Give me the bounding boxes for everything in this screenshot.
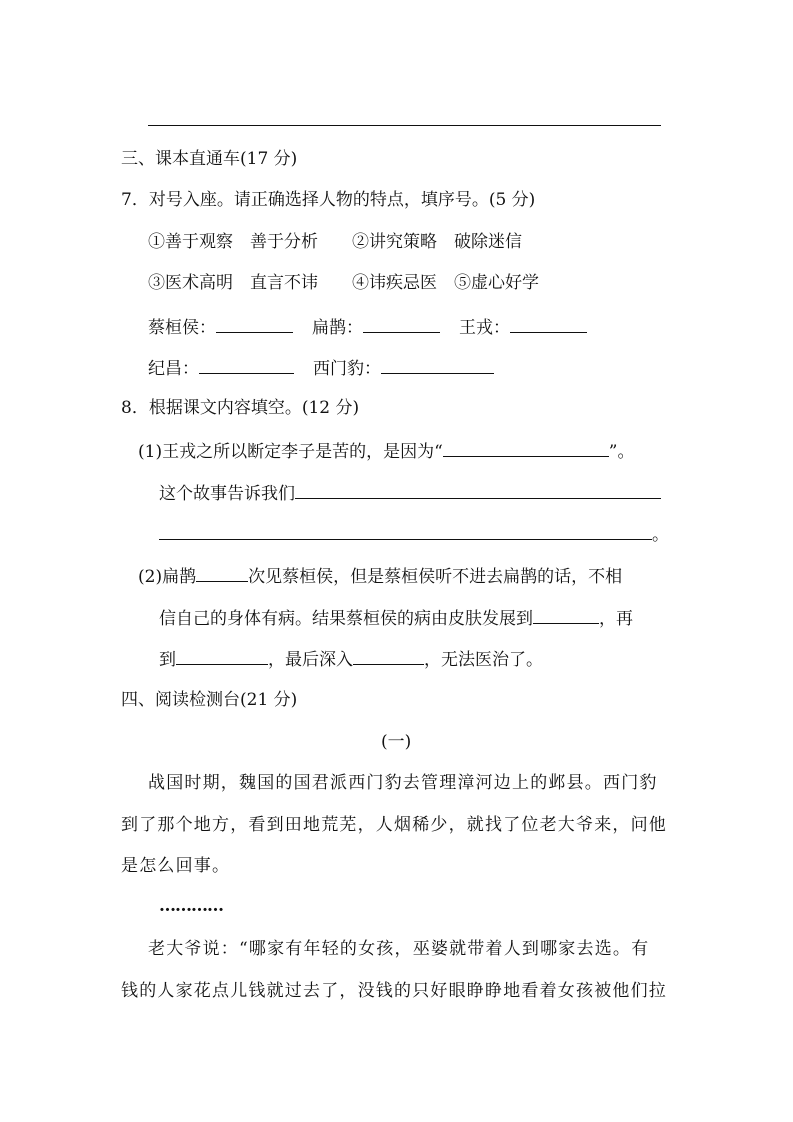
q8-part-2-line-1: (2)扁鹊 次见蔡桓侯，但是蔡桓侯听不进去扁鹊的话，不相 [138,567,623,587]
q8-part-1-line-2: 这个故事告诉我们 [159,483,661,503]
q8-p1-lesson-blank[interactable] [295,483,661,499]
q8-p2-stage3-blank[interactable] [353,649,424,665]
q8-part-1-line-3: 。 [159,524,669,544]
passage-line-1: 战国时期，魏国的国君派西门豹去管理漳河边上的邺县。西门豹 [148,773,658,793]
ji-chang-blank[interactable] [199,358,294,374]
section-4-heading: 四、阅读检测台(21 分) [121,690,298,710]
q7-options-line-2: ③医术高明 直言不讳 ④讳疾忌医 ⑤虚心好学 [148,273,539,293]
q7-match-row-2 [148,358,494,378]
section-3-heading: 三、课本直通车(17 分) [121,149,298,169]
q8-p1-reason-blank[interactable] [443,441,609,457]
q7-match-row-1 [148,317,587,337]
q8-part-1-line-1: (1)王戎之所以断定李子是苦的，是因为“ ”。 [138,442,635,462]
passage-ellipsis: ………… [159,896,223,916]
cai-huanhou-blank[interactable] [216,317,293,333]
ji-chang-label: 纪昌： [148,359,199,379]
wang-rong-blank[interactable] [510,317,587,333]
answer-line-top[interactable] [148,125,661,126]
q8-p1-lesson-blank-2[interactable] [159,524,652,540]
bian-que-blank[interactable] [363,317,440,333]
passage-line-2: 到了那个地方，看到田地荒芜，人烟稀少，就找了位老大爷来，问他 [121,815,667,835]
question-7-prompt: 7．对号入座。请正确选择人物的特点，填序号。(5 分) [121,190,536,210]
ximen-bao-label: 西门豹： [313,359,381,379]
ximen-bao-blank[interactable] [381,358,494,374]
wang-rong-label: 王戎： [459,318,510,338]
q8-p2-stage1-blank[interactable] [533,608,599,624]
passage-line-4: 老大爷说：“哪家有年轻的女孩，巫婆就带着人到哪家去选。有 [148,939,650,959]
q8-p2-stage2-blank[interactable] [176,649,268,665]
passage-line-5: 钱的人家花点儿钱就过去了，没钱的只好眼睁睁地看着女孩被他们拉 [121,981,667,1001]
passage-line-3: 是怎么回事。 [121,856,231,876]
q7-options-line-1: ①善于观察 善于分析 ②讲究策略 破除迷信 [148,232,522,252]
passage-subheading: (一) [381,732,412,752]
q8-part-2-line-2: 信自己的身体有病。结果蔡桓侯的病由皮肤发展到 ，再 [159,609,633,629]
q8-part-2-line-3: 到 ，最后深入 ，无法医治了。 [159,650,543,670]
question-8-prompt: 8．根据课文内容填空。(12 分) [121,398,360,418]
q8-p2-count-blank[interactable] [196,566,248,582]
bian-que-label: 扁鹊： [312,318,363,338]
cai-huanhou-label: 蔡桓侯： [148,318,216,338]
